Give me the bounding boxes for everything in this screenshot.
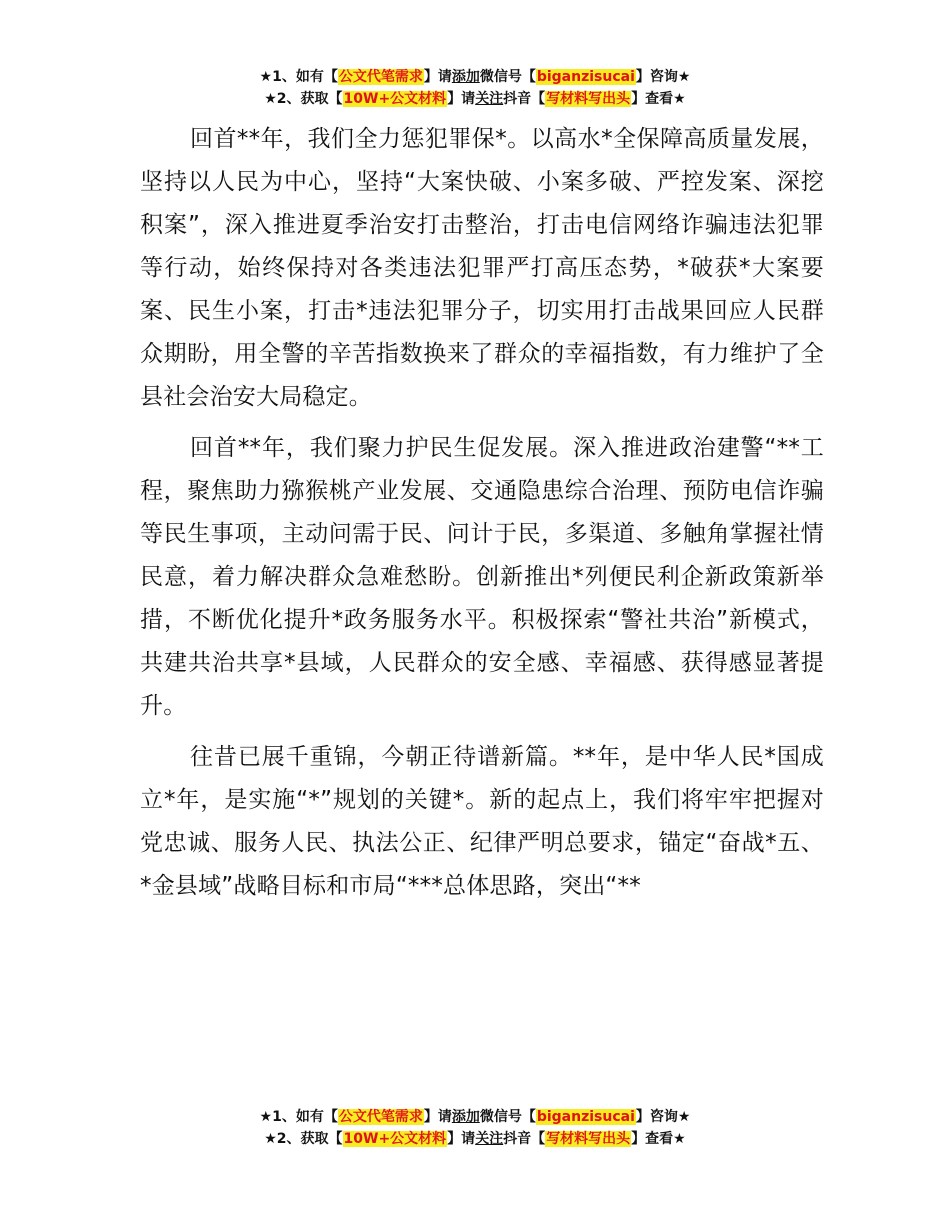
- banner-line-2: [0, 1128, 950, 1150]
- banner-text: 抖音【: [503, 91, 546, 107]
- paragraph-2: 回首**年，我们聚力护民生促发展。深入推进政治建警“**工程，聚焦助力猕猴桃产业发展、交通隐患综合治理、预防电信诈骗等民生事项，主动问需于民、问计于民，多渠道、多触角掌握社情民意，着力解决群众急难愁盼。创新推出*列便民利企新政策新举措，不断优化提升*政务服务水平。积极探索“警社共治”新模式，共建共治共享*县域，人民群众的安全感、幸福感、获得感显著提升。: [140, 435, 824, 719]
- banner-text: 抖音【: [503, 1131, 546, 1147]
- highlight-materials: 10W+公文材料: [343, 1131, 447, 1147]
- banner-text: 】请: [423, 69, 452, 85]
- banner-text: ★1、如有【: [259, 1109, 338, 1125]
- highlight-douyin: 写材料写出头: [546, 91, 631, 107]
- banner-line-1: [0, 66, 950, 88]
- underlined-follow: 关注: [475, 91, 504, 107]
- banner-text: 微信号【: [479, 1109, 536, 1125]
- banner-text: 】请: [423, 1109, 452, 1125]
- footer-banner: [0, 1106, 950, 1150]
- highlight-wechat-id: biganzisucai: [536, 69, 635, 85]
- banner-text: 】请: [447, 91, 476, 107]
- highlight-douyin: 写材料写出头: [546, 1131, 631, 1147]
- banner-text: 微信号【: [479, 69, 536, 85]
- banner-text: 】查看★: [631, 1131, 686, 1147]
- banner-line-1: [0, 1106, 950, 1128]
- document-body: [140, 118, 824, 916]
- header-banner: [0, 66, 950, 110]
- underlined-follow: 关注: [475, 1131, 504, 1147]
- banner-text: 】咨询★: [635, 1109, 691, 1125]
- paragraph-3: 往昔已展千重锦，今朝正待谱新篇。**年，是中华人民*国成立*年，是实施“*”规划的关键*。新的起点上，我们将牢牢把握对党忠诚、服务人民、执法公正、纪律严明总要求，锚定“奋战*五、*金县域”战略目标和市局“***总体思路，突出“**: [140, 744, 824, 899]
- banner-text: ★2、获取【: [264, 1131, 343, 1147]
- banner-text: ★2、获取【: [264, 91, 343, 107]
- banner-line-2: [0, 88, 950, 110]
- banner-text: 】查看★: [631, 91, 686, 107]
- banner-text: 】咨询★: [635, 69, 691, 85]
- highlight-service: 公文代笔需求: [338, 69, 423, 85]
- underlined-add: 添加: [451, 1109, 480, 1125]
- banner-text: ★1、如有【: [259, 69, 338, 85]
- highlight-wechat-id: biganzisucai: [536, 1109, 635, 1125]
- highlight-service: 公文代笔需求: [338, 1109, 423, 1125]
- paragraph-1: 回首**年，我们全力惩犯罪保*。以高水*全保障高质量发展，坚持以人民为中心，坚持“大案快破、小案多破、严控发案、深挖积案”，深入推进夏季治安打击整治，打击电信网络诈骗违法犯罪等行动，始终保持对各类违法犯罪严打高压态势，*破获*大案要案、民生小案，打击*违法犯罪分子，切实用打击战果回应人民群众期盼，用全警的辛苦指数换来了群众的幸福指数，有力维护了全县社会治安大局稳定。: [140, 126, 824, 410]
- underlined-add: 添加: [451, 69, 480, 85]
- banner-text: 】请: [447, 1131, 476, 1147]
- highlight-materials: 10W+公文材料: [343, 91, 447, 107]
